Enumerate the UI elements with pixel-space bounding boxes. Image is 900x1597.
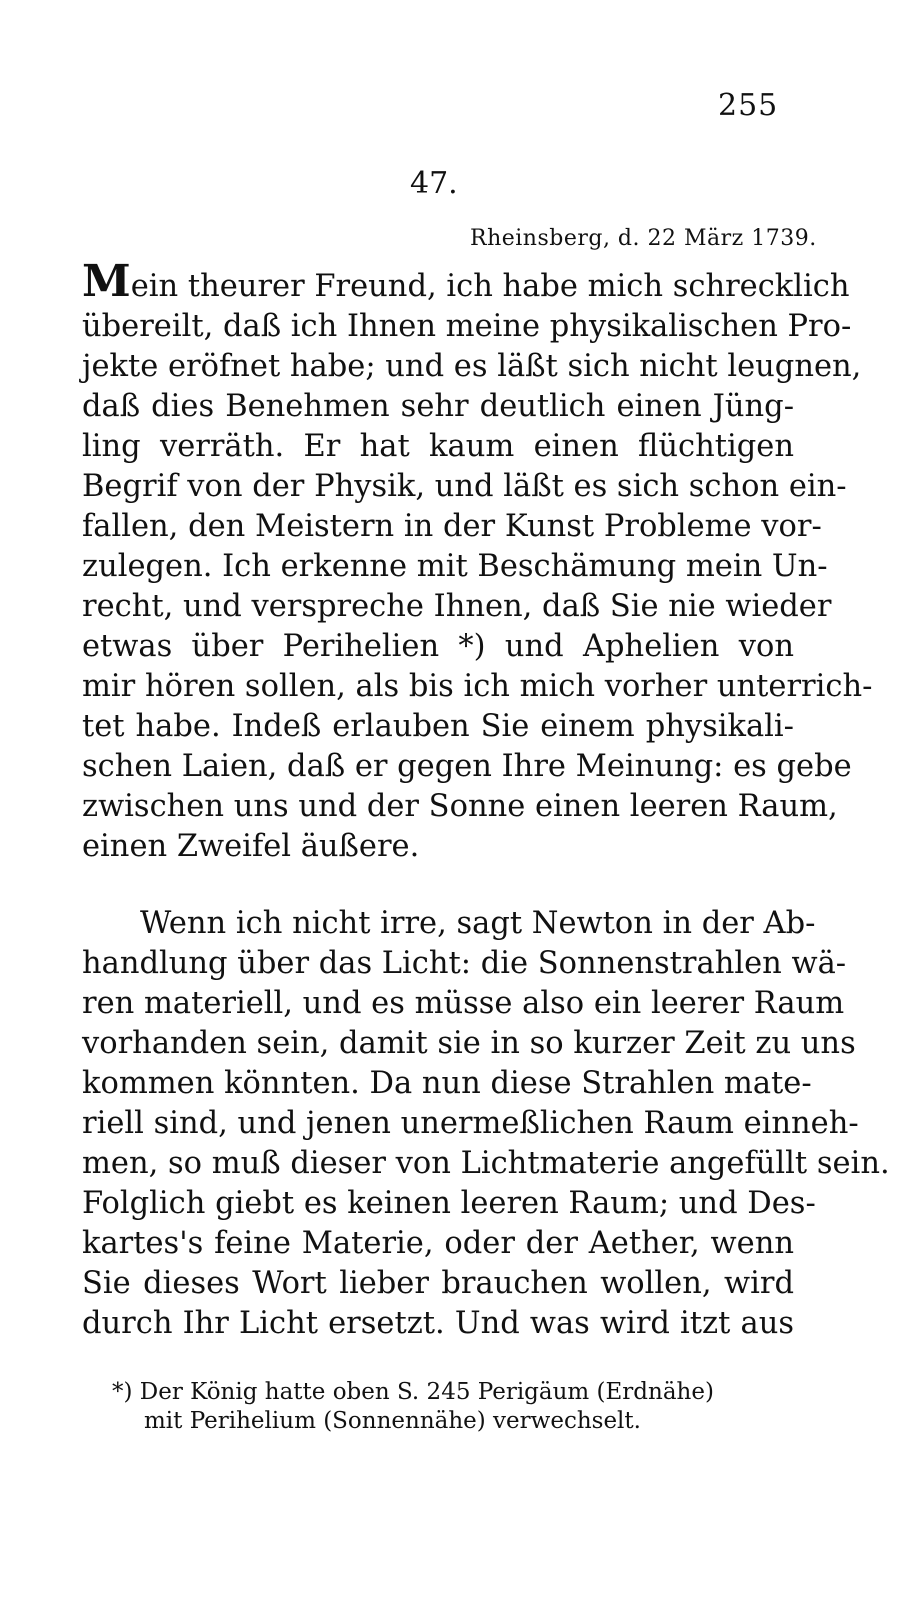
text-line: jekte eröfnet habe; und es läßt sich nicht leugnen,: [82, 349, 862, 384]
footnote-line: mit Perihelium (Sonnennähe) verwechselt.: [144, 1408, 641, 1434]
text-line: handlung über das Licht: die Sonnenstrahlen wä-: [82, 946, 847, 981]
text-line: ling verräth. Er hat kaum einen flüchtigen: [82, 429, 794, 464]
text-line: Begrif von der Physik, und läßt es sich schon ein-: [82, 469, 847, 504]
text-line: zulegen. Ich erkenne mit Beschämung mein Un-: [82, 549, 828, 584]
text-line: vorhanden sein, damit sie in so kurzer Zeit zu uns: [82, 1026, 856, 1061]
text-line: tet habe. Indeß erlauben Sie einem physikali-: [82, 709, 794, 744]
text-line: zwischen uns und der Sonne einen leeren Raum,: [82, 789, 838, 824]
text-line: recht, und verspreche Ihnen, daß Sie nie wieder: [82, 589, 832, 624]
paragraph-1: [82, 256, 873, 867]
page-number: 255: [718, 88, 779, 123]
text-line: men, so muß dieser von Lichtmaterie angefüllt sein.: [82, 1146, 890, 1181]
text-line: Sie dieses Wort lieber brauchen wollen, wird: [82, 1266, 794, 1301]
text-line: riell sind, und jenen unermeßlichen Raum einneh-: [82, 1106, 859, 1141]
letter-number: 47.: [410, 166, 458, 201]
footnote: [112, 1378, 792, 1436]
text-line: kartes's feine Materie, oder der Aether, wenn: [82, 1226, 794, 1261]
text-line: Folglich giebt es keinen leeren Raum; und Des-: [82, 1186, 816, 1221]
text-line: einen Zweifel äußere.: [82, 829, 420, 864]
paragraph-2: [82, 904, 890, 1344]
place-date: Rheinsberg, d. 22 März 1739.: [470, 226, 817, 251]
footnote-line: *) Der König hatte oben S. 245 Perigäum (Erdnähe): [112, 1379, 714, 1405]
text-line: etwas über Perihelien *) und Aphelien von: [82, 629, 794, 664]
text-line: fallen, den Meistern in der Kunst Probleme vor-: [82, 509, 822, 544]
text-line: durch Ihr Licht ersetzt. Und was wird itzt aus: [82, 1306, 794, 1341]
text-line: Wenn ich nicht irre, sagt Newton in der Ab-: [140, 906, 816, 941]
text-line: kommen könnten. Da nun diese Strahlen mate-: [82, 1066, 812, 1101]
text-line: schen Laien, daß er gegen Ihre Meinung: es gebe: [82, 749, 852, 784]
text-line: übereilt, daß ich Ihnen meine physikalischen Pro-: [82, 309, 852, 344]
text-line: ren materiell, und es müsse also ein leerer Raum: [82, 986, 845, 1021]
text-line: mir hören sollen, als bis ich mich vorher unterrich-: [82, 669, 873, 704]
text-line: daß dies Benehmen sehr deutlich einen Jüng-: [82, 389, 794, 424]
text-line: Mein theurer Freund, ich habe mich schrecklich: [82, 256, 850, 307]
